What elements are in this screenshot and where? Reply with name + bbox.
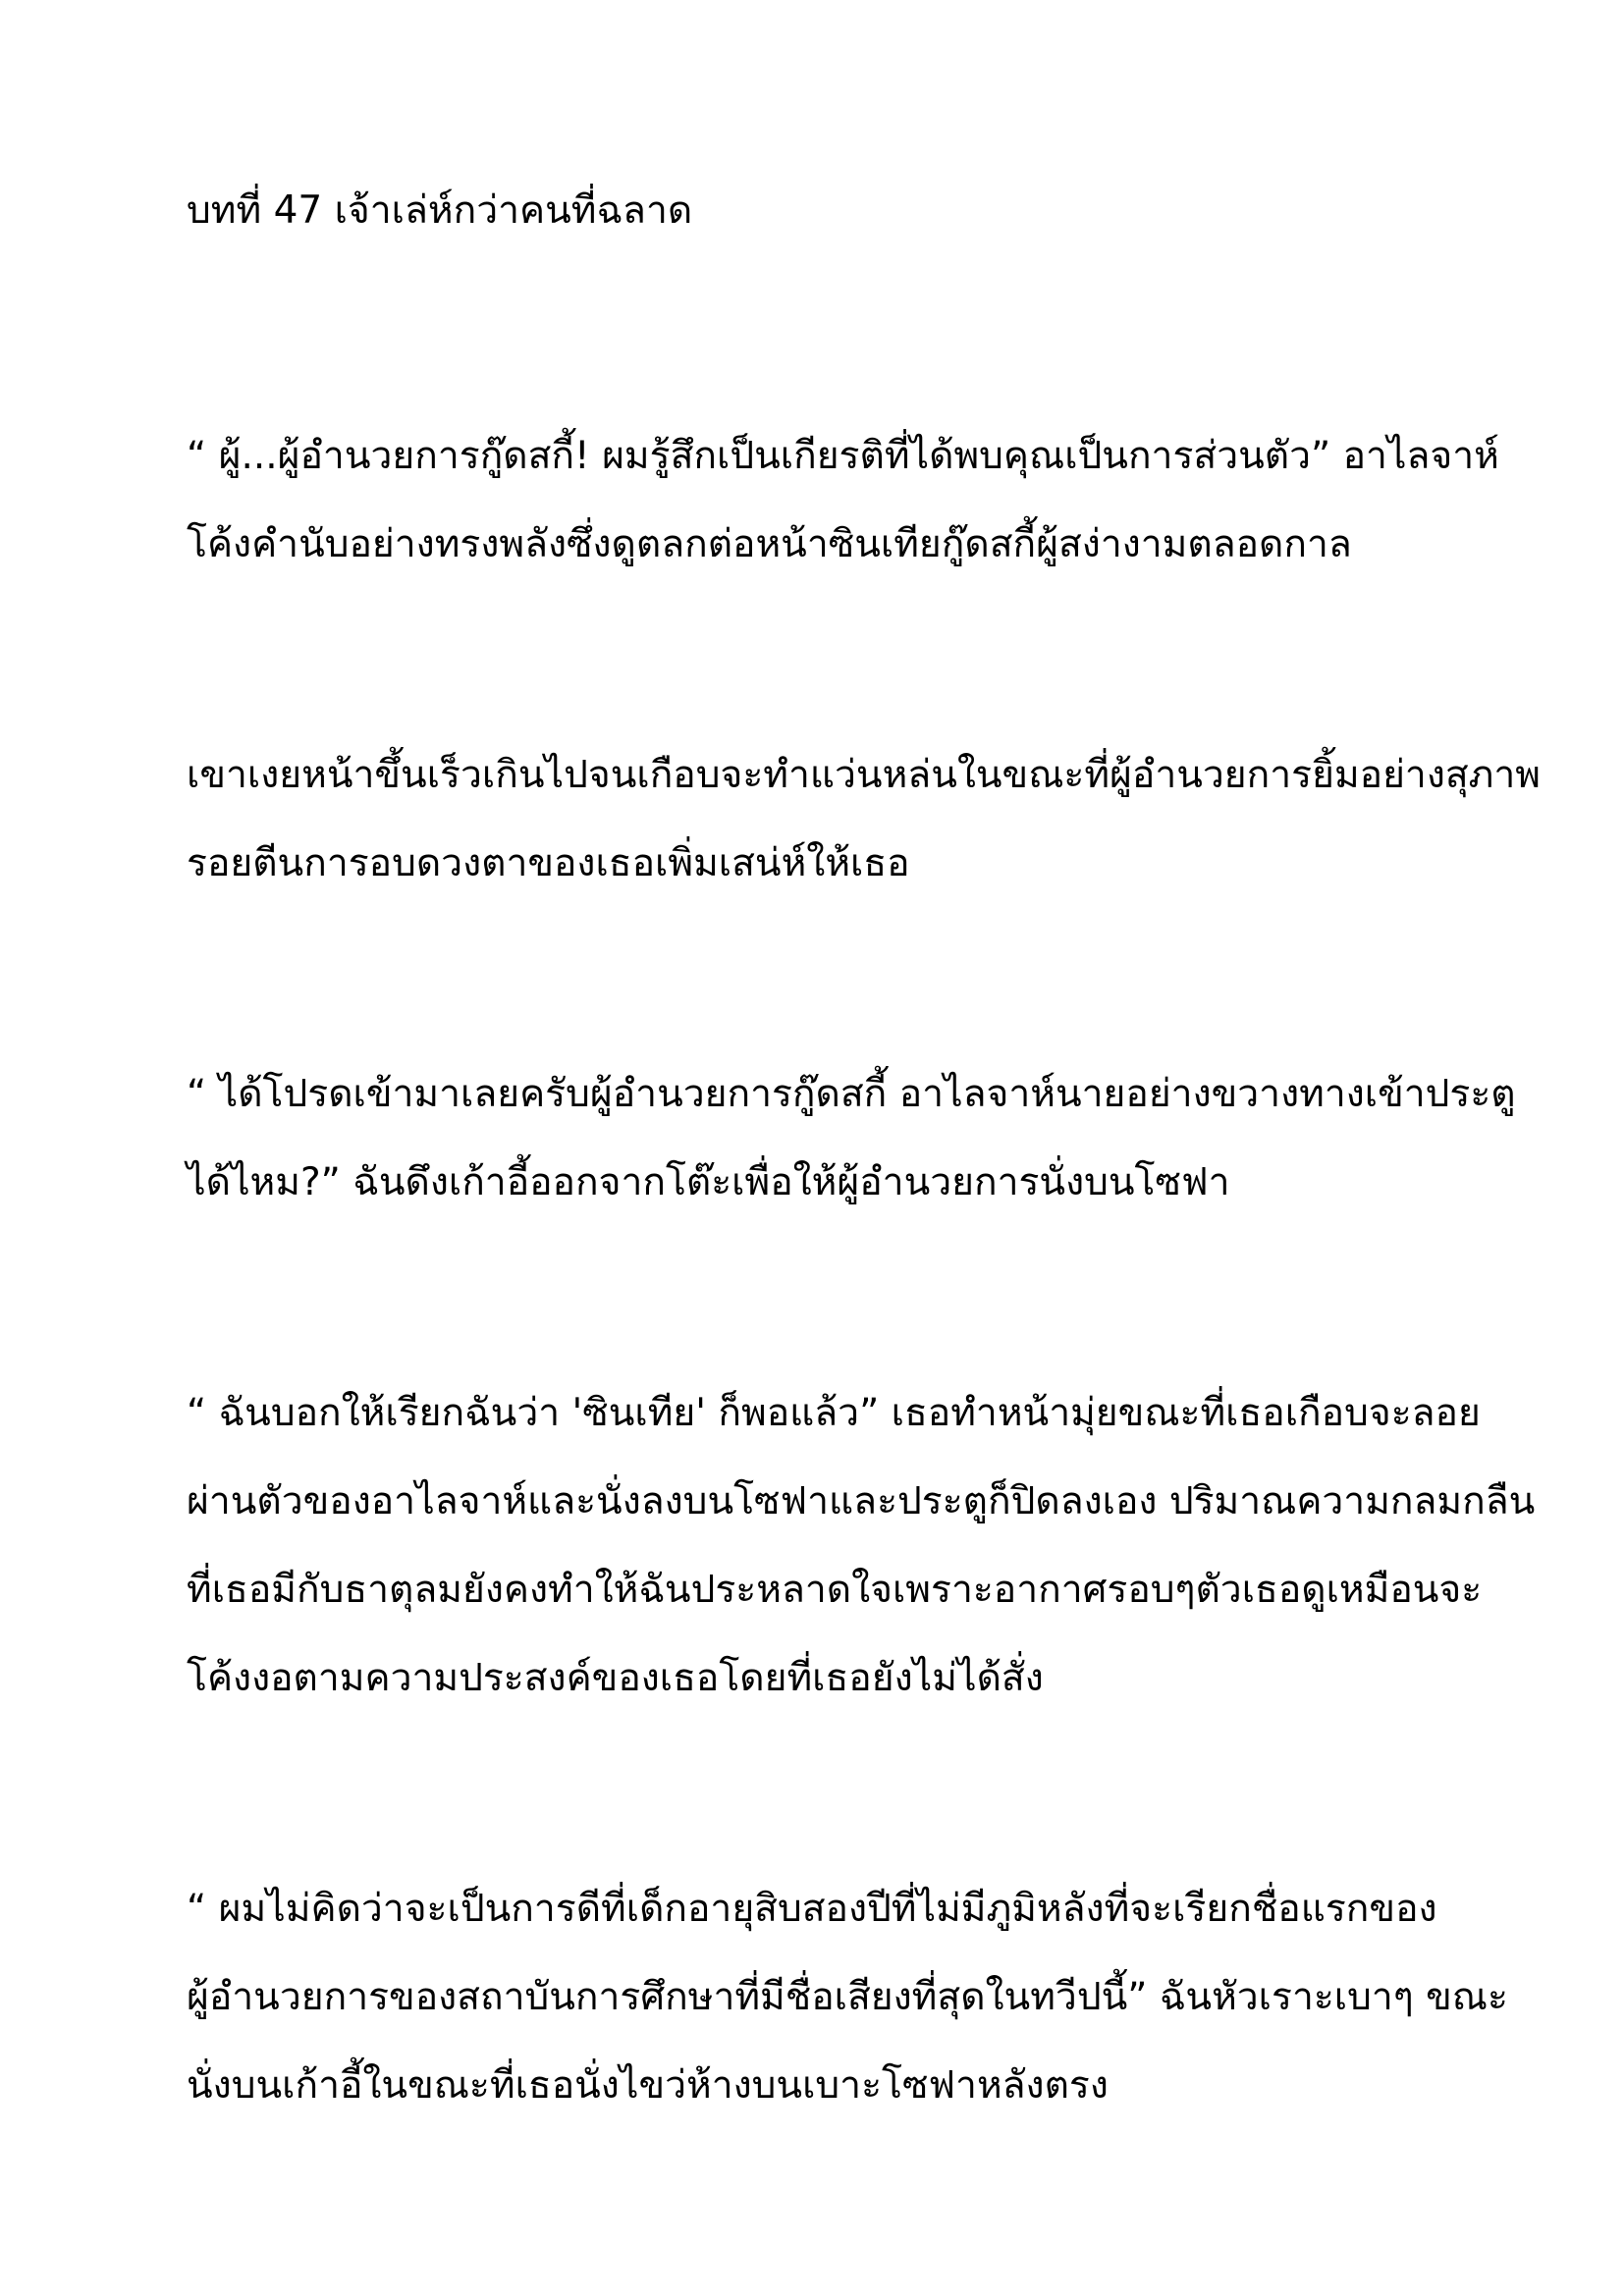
text-line: ผ่านตัวของอาไลจาห์และนั่งลงบนโซฟาและประตูก็ปิดลงเอง ปริมาณความกลมกลืน — [187, 1479, 1536, 1523]
text-line: นั่งบนเก้าอี้ในขณะที่เธอนั่งไขว่ห้างบนเบาะโซฟาหลังตรง — [187, 2063, 1109, 2108]
paragraph-dialogue-1 — [187, 412, 1499, 589]
text-line: “ ฉันบอกให้เรียกฉันว่า 'ซินเทีย' ก็พอแล้ว” เธอทำหน้ามุ่ยขณะที่เธอเกือบจะลอย — [187, 1391, 1481, 1435]
text-line: “ ผู้...ผู้อำนวยการกู๊ดสกี้! ผมรู้สึกเป็นเกียรติที่ได้พบคุณเป็นการส่วนตัว” อาไลจาห์ — [187, 434, 1499, 478]
text-line: โค้งงอตามความประสงค์ของเธอโดยที่เธอยังไม่ได้สั่ง — [187, 1656, 1044, 1700]
text-line: ได้ไหม?” ฉันดึงเก้าอี้ออกจากโต๊ะเพื่อให้ผู้อำนวยการนั่งบนโซฟา — [187, 1160, 1230, 1204]
text-line: เขาเงยหน้าขึ้นเร็วเกินไปจนเกือบจะทำแว่นหล่นในขณะที่ผู้อำนวยการยิ้มอย่างสุภาพ — [187, 753, 1541, 797]
paragraph-dialogue-2 — [187, 1050, 1516, 1227]
paragraph-dialogue-3 — [187, 1369, 1536, 1723]
chapter-title: บทที่ 47 เจ้าเล่ห์กว่าคนที่ฉลาด — [187, 188, 693, 233]
text-line: “ ได้โปรดเข้ามาเลยครับผู้อำนวยการกู๊ดสกี้ อาไลจาห์นายอย่างขวางทางเข้าประตู — [187, 1072, 1516, 1116]
text-line: ผู้อำนวยการของสถาบันการศึกษาที่มีชื่อเสียงที่สุดในทวีปนี้” ฉันหัวเราะเบาๆ ขณะ — [187, 1975, 1508, 2019]
text-line: “ ผมไม่คิดว่าจะเป็นการดีที่เด็กอายุสิบสองปีที่ไม่มีภูมิหลังที่จะเรียกชื่อแรกของ — [187, 1887, 1437, 1931]
text-line: ที่เธอมีกับธาตุลมยังคงทำให้ฉันประหลาดใจเพราะอากาศรอบๆตัวเธอดูเหมือนจะ — [187, 1568, 1483, 1612]
text-line: โค้งคำนับอย่างทรงพลังซึ่งดูตลกต่อหน้าซินเทียกู๊ดสกี้ผู้สง่างามตลอดกาล — [187, 522, 1352, 566]
paragraph-narration-1 — [187, 731, 1541, 908]
paragraph-dialogue-4 — [187, 1865, 1508, 2130]
text-line: รอยตีนการอบดวงตาของเธอเพิ่มเสน่ห์ให้เธอ — [187, 841, 910, 885]
